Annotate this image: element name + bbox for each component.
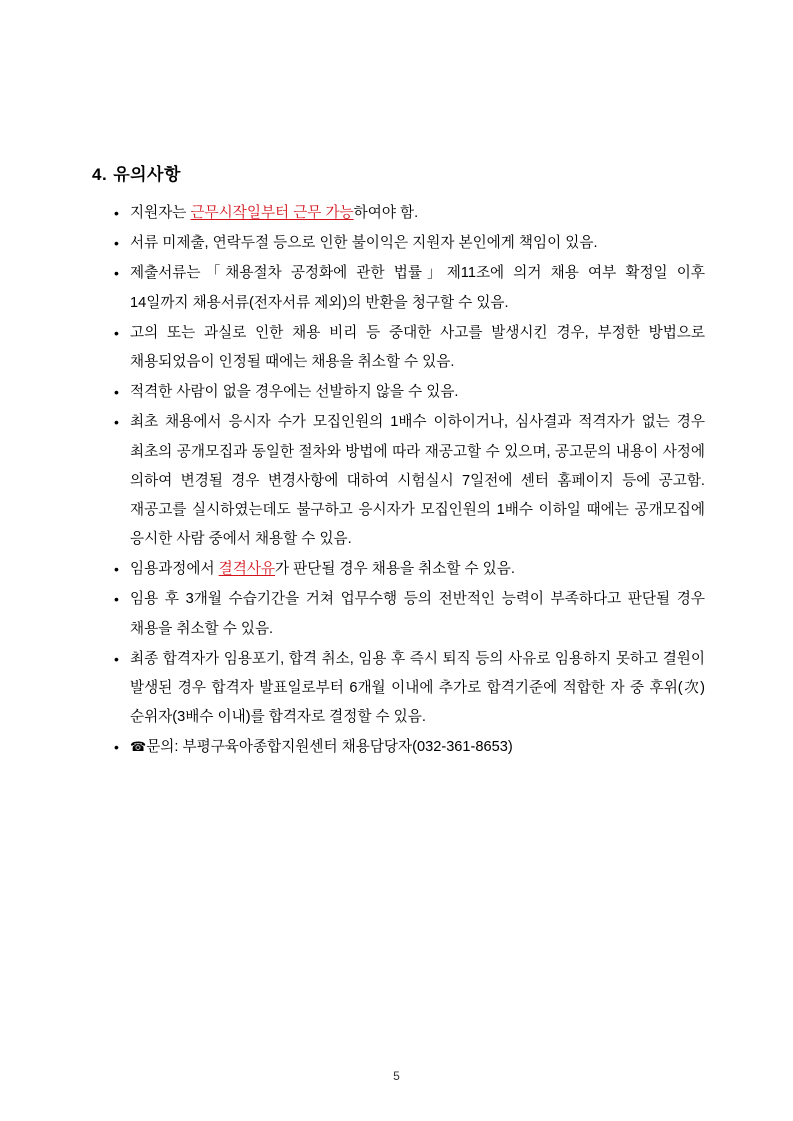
list-item-text: 서류 미제출, 연락두절 등으로 인한 불이익은 지원자 본인에게 책임이 있음.	[130, 235, 598, 252]
highlighted-text: 결격사유	[218, 561, 276, 578]
list-item-text: 고의 또는 과실로 인한 채용 비리 등 중대한 사고를 발생시킨 경우, 부정한 방법으로 채용되었음이 인정될 때에는 채용을 취소할 수 있음.	[130, 324, 705, 370]
list-item	[114, 645, 705, 733]
list-item	[114, 408, 705, 554]
list-item	[114, 733, 705, 762]
list-item	[114, 585, 705, 643]
notes-list	[88, 199, 705, 763]
list-item-text: 문의: 부평구육아종합지원센터 채용담당자(032-361-8653)	[146, 739, 513, 756]
list-item-text: 하여야 함.	[353, 205, 419, 221]
list-item	[114, 199, 705, 228]
list-item-text: 임용과정에서	[130, 561, 219, 578]
list-item-text: 최초 채용에서 응시자 수가 모집인원의 1배수 이하이거나, 심사결과 적격자가 없는 경우 최초의 공개모집과 동일한 절차와 방법에 따라 재공고할 수 있으며, 공고문의 내용이 사정에 의하여 변경될 경우 변경사항에 대하여 시험실시 7일전에 센터 홈페이지 등에 공고함. 재공고를 실시하였는데도 불구하고 응시자가 모집인원의 1배수 이하일 때에는 공개모집에 응시한 사람 중에서 채용할 수 있음.	[130, 414, 705, 548]
page-title	[88, 160, 705, 185]
section-number: 4.	[92, 165, 108, 184]
list-item-text: 임용 후 3개월 수습기간을 거쳐 업무수행 등의 전반적인 능력이 부족하다고 판단될 경우 채용을 취소할 수 있음.	[130, 591, 705, 637]
page-number: 5	[393, 1069, 400, 1083]
phone-icon: ☎	[130, 739, 147, 755]
highlighted-text: 근무시작일부터 근무 가능	[190, 205, 354, 221]
list-item-text: 가 판단될 경우 채용을 취소할 수 있음.	[275, 561, 515, 578]
list-item-text: 제출서류는「채용절차 공정화에 관한 법률」제11조에 의거 채용 여부 확정일 이후 14일까지 채용서류(전자서류 제외)의 반환을 청구할 수 있음.	[130, 265, 705, 311]
list-item-text: 최종 합격자가 임용포기, 합격 취소, 임용 후 즉시 퇴직 등의 사유로 임용하지 못하고 결원이 발생된 경우 합격자 발표일로부터 6개월 이내에 추가로 합격기준에 적합한 자 중 후위(次) 순위자(3배수 이내)를 합격자로 결정할 수 있음.	[130, 650, 705, 726]
list-item	[114, 229, 705, 258]
section-title: 유의사항	[113, 165, 181, 184]
list-item	[114, 259, 705, 317]
list-item-text: 적격한 사람이 없을 경우에는 선발하지 않을 수 있음.	[130, 384, 459, 401]
list-item	[114, 319, 705, 377]
list-item	[114, 378, 705, 407]
list-item	[114, 555, 705, 584]
list-item-text: 지원자는	[130, 205, 191, 221]
